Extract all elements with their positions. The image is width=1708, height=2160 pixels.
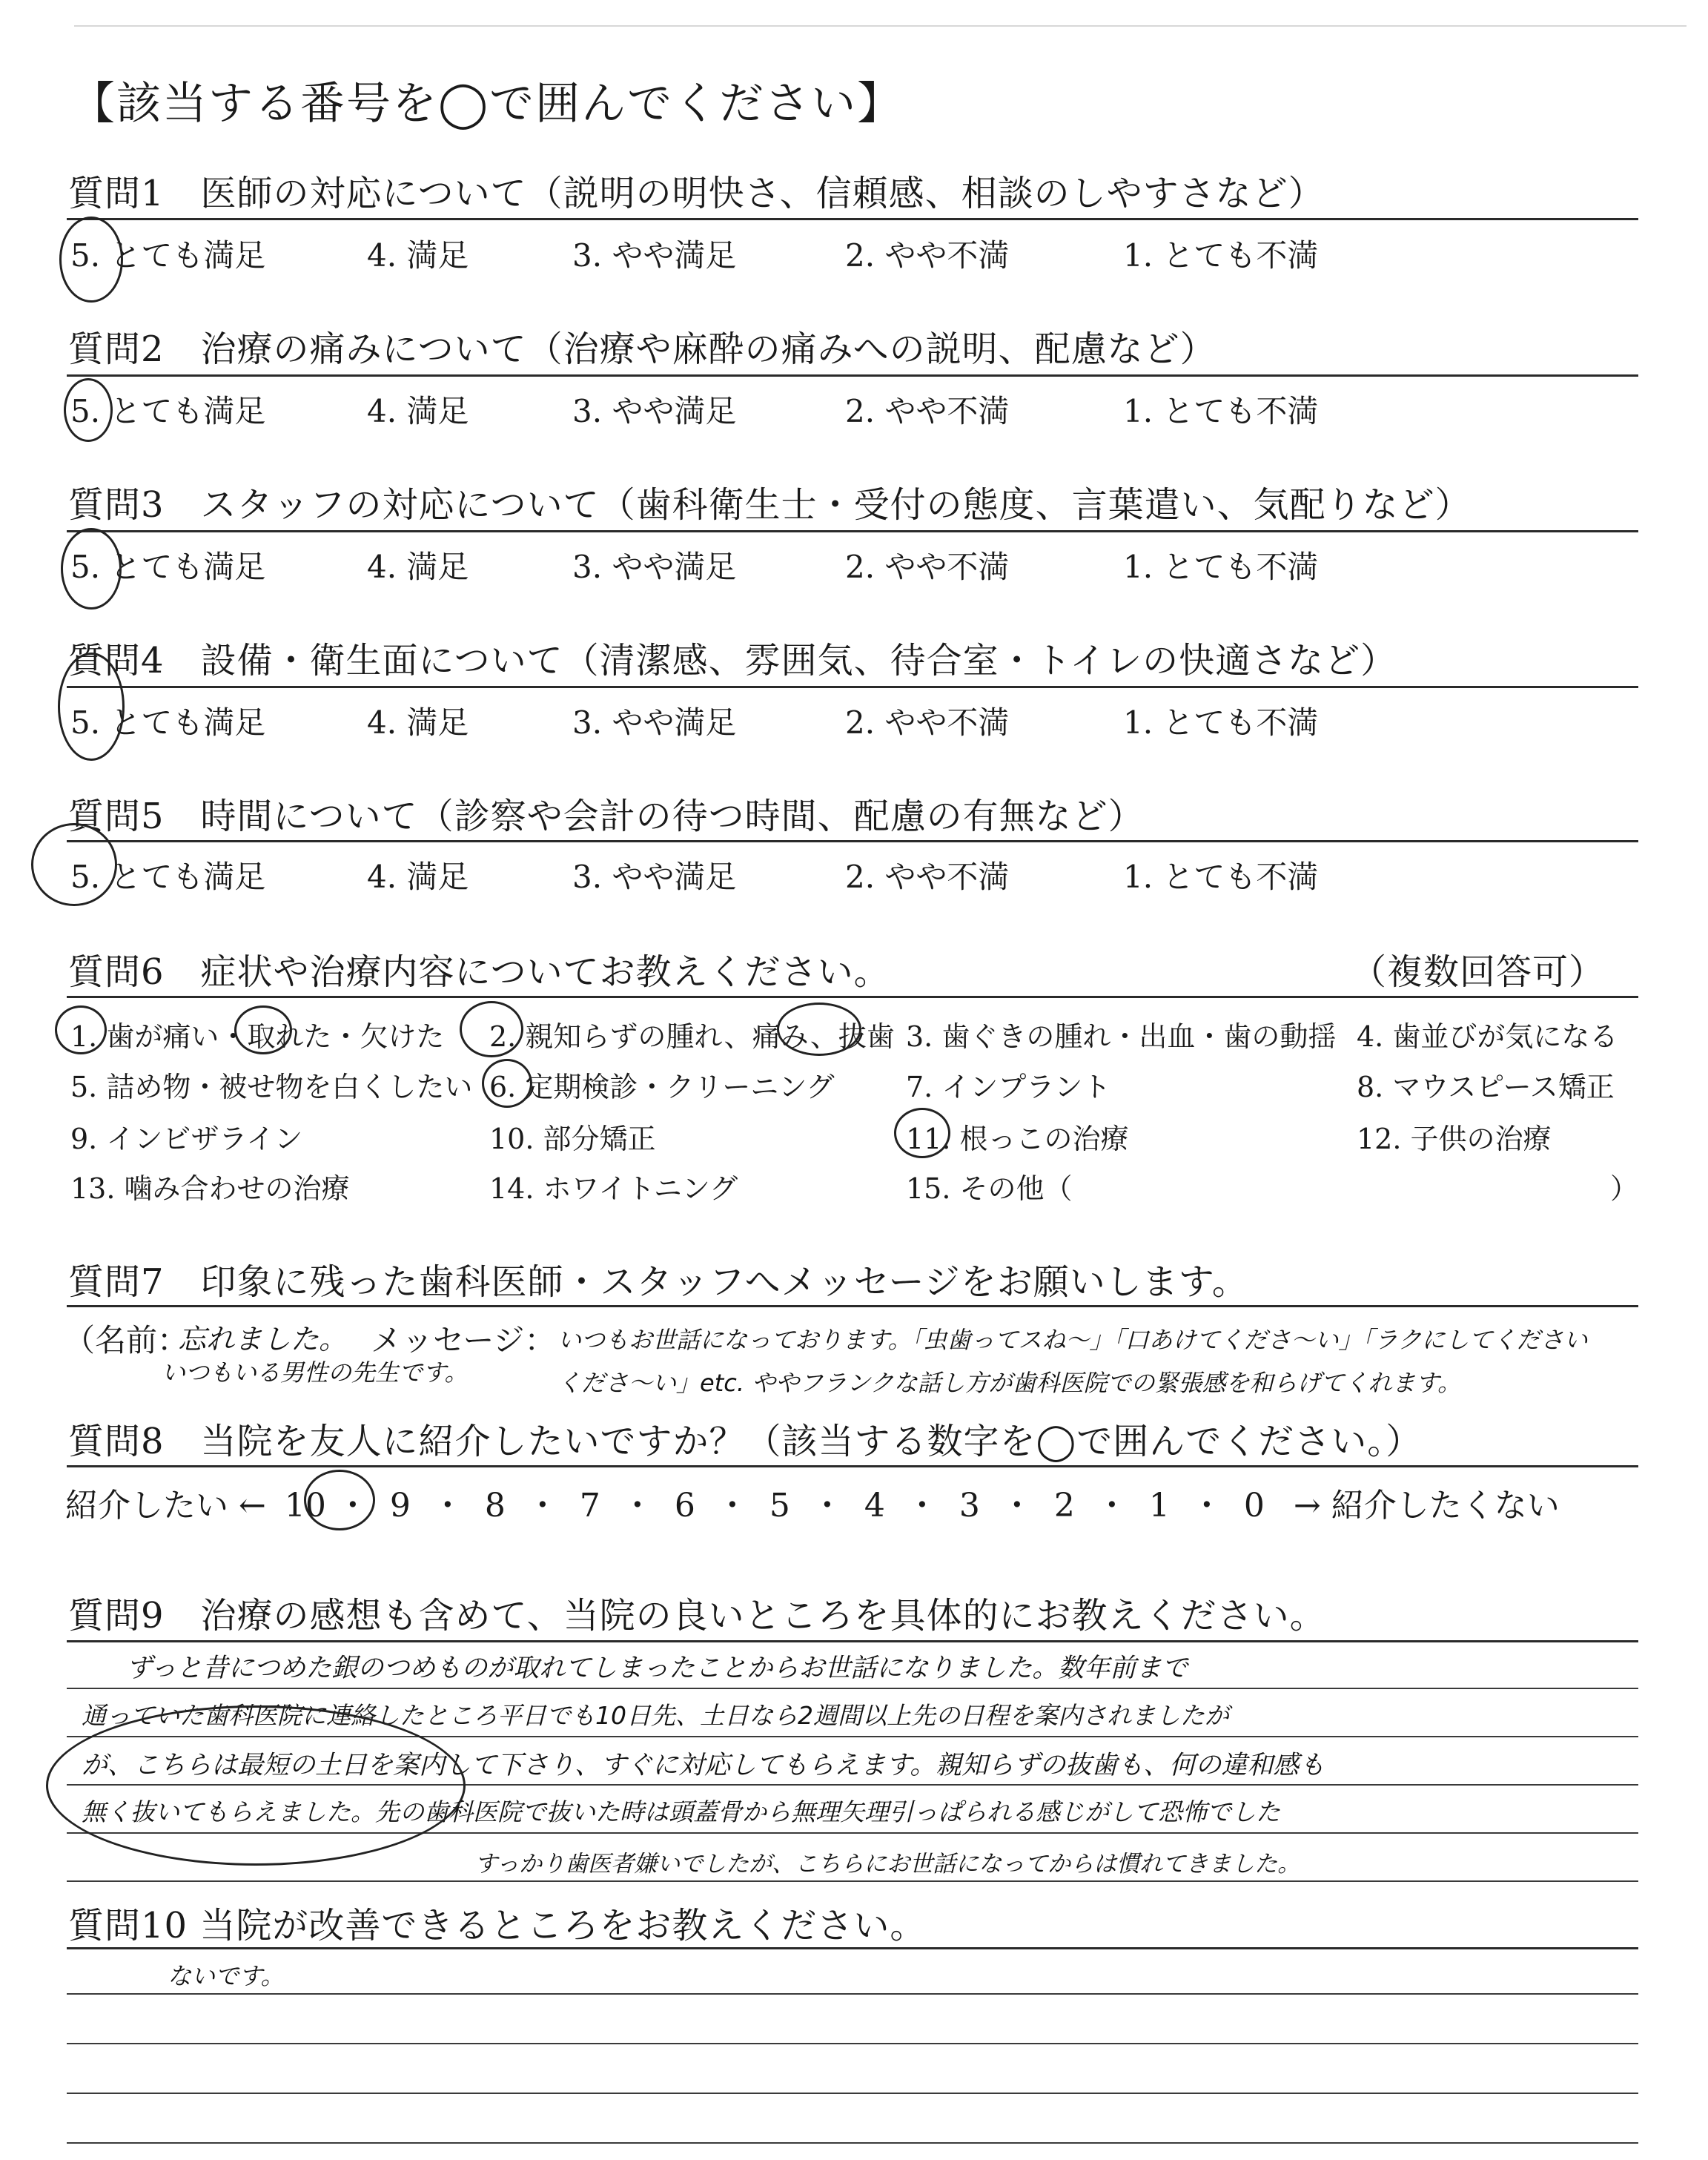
q3-option-5[interactable]: 5. とても満足 [70, 549, 266, 585]
q8-scale-5[interactable]: 5 [769, 1487, 790, 1525]
q8-right-label: → 紹介したくない [1293, 1487, 1560, 1525]
q9-highlight-circle [46, 1705, 466, 1866]
q8-scale-separator: ・ [336, 1487, 369, 1525]
q8-left-label: 紹介したい ← [65, 1487, 266, 1525]
question-6-note: （複数回答可） [1351, 951, 1606, 993]
question-1-rule [67, 218, 1638, 220]
q8-scale-8[interactable]: 8 [484, 1487, 506, 1525]
question-7-title: 質問7 印象に残った歯科医師・スタッフへメッセージをお願いします。 [68, 1261, 1248, 1303]
q4-answer-circle [58, 653, 125, 761]
q4-option-5[interactable]: 5. とても満足 [70, 704, 266, 741]
q10-line-1 [67, 1993, 1638, 1995]
question-5-rule [67, 840, 1638, 842]
symptom-item-15-close: ） [1610, 1172, 1639, 1205]
symptom-2-circle [460, 1001, 523, 1057]
symptom-item-9[interactable]: 9. インビザライン [70, 1123, 303, 1155]
q8-scale-2[interactable]: 2 [1053, 1487, 1075, 1525]
q8-answer-circle [304, 1470, 375, 1530]
q7-name-line1: 忘れました。 [178, 1323, 348, 1355]
symptom-item-2[interactable]: 2. 親知らずの腫れ、痛み、抜歯 [489, 1020, 895, 1053]
q8-scale-separator: ・ [715, 1487, 749, 1525]
q8-scale-separator: ・ [905, 1487, 939, 1525]
q8-scale-separator: ・ [431, 1487, 464, 1525]
q8-scale-0[interactable]: 0 [1243, 1487, 1265, 1525]
q1-option-4[interactable]: 4. 満足 [367, 237, 469, 274]
symptom-item-15[interactable]: 15. その他（ [906, 1172, 1073, 1205]
q2-option-4[interactable]: 4. 満足 [367, 393, 469, 429]
q1-option-3[interactable]: 3. やや満足 [572, 237, 737, 274]
question-2-title: 質問2 治療の痛みについて（治療や麻酔の痛みへの説明、配慮など） [68, 328, 1217, 370]
q3-option-3[interactable]: 3. やや満足 [572, 549, 737, 585]
q10-answer: ないです。 [168, 1962, 285, 1990]
top-border [74, 25, 1687, 27]
q8-scale-separator: ・ [810, 1487, 844, 1525]
q4-option-3[interactable]: 3. やや満足 [572, 704, 737, 741]
symptom-item-5[interactable]: 5. 詰め物・被せ物を白くしたい [70, 1071, 473, 1103]
question-3-rule [67, 530, 1638, 532]
q8-scale-separator: ・ [1095, 1487, 1128, 1525]
q7-message-line2: くださ〜い」etc. ややフランクな話し方が歯科医院での緊張感を和らげてくれます。 [557, 1369, 1461, 1397]
q2-option-2[interactable]: 2. やや不満 [845, 393, 1010, 429]
q10-line-2 [67, 2043, 1638, 2044]
q9-answer-line-1: ずっと昔につめた銀のつめものが取れてしまったことからお世話になりました。数年前まで [126, 1654, 1188, 1683]
question-10-rule [67, 1947, 1638, 1949]
q8-scale-separator: ・ [1190, 1487, 1223, 1525]
q5-option-1[interactable]: 1. とても不満 [1123, 859, 1319, 895]
q3-option-2[interactable]: 2. やや不満 [845, 549, 1010, 585]
symptom-11-circle [894, 1108, 950, 1158]
q5-option-5[interactable]: 5. とても満足 [70, 859, 266, 895]
q1-option-1[interactable]: 1. とても不満 [1123, 237, 1319, 274]
q5-answer-circle [31, 823, 117, 906]
q5-option-2[interactable]: 2. やや不満 [845, 859, 1010, 895]
question-6-title: 質問6 症状や治療内容についてお教えください。 [68, 951, 890, 993]
symptom-6-circle [482, 1059, 532, 1108]
q1-answer-circle [59, 217, 123, 303]
q9-answer-line-4: 無く抜いてもらえました。先の歯科医院で抜いた時は頭蓋骨から無理矢理引っぱられる感じがして恐怖でした [82, 1797, 1280, 1826]
q9-line-1 [67, 1688, 1638, 1689]
symptom-item-1[interactable]: 1. 歯が痛い・取れた・欠けた [70, 1020, 445, 1053]
question-7-rule [67, 1305, 1638, 1307]
symptom-item-3[interactable]: 3. 歯ぐきの腫れ・出血・歯の動揺 [906, 1020, 1337, 1053]
q8-scale-10[interactable]: 10 [284, 1487, 326, 1525]
question-6-rule [67, 996, 1638, 998]
q9-line-5 [67, 1880, 1638, 1882]
q9-answer-line-3: が、こちらは最短の土日を案内して下さり、すぐに対応してもらえます。親知らずの抜歯も、何の違和感も [82, 1751, 1325, 1780]
q2-option-1[interactable]: 1. とても不満 [1123, 393, 1319, 429]
q8-scale-row [65, 1479, 1560, 1526]
symptom-item-10[interactable]: 10. 部分矯正 [489, 1123, 656, 1155]
symptom-item-14[interactable]: 14. ホワイトニング [489, 1172, 738, 1205]
question-8-rule [67, 1465, 1638, 1467]
question-10-title: 質問10 当院が改善できるところをお教えください。 [68, 1905, 927, 1946]
q8-scale-6[interactable]: 6 [674, 1487, 695, 1525]
q4-option-2[interactable]: 2. やや不満 [845, 704, 1010, 741]
q8-scale-values [277, 1487, 1283, 1525]
q1-option-5[interactable]: 5. とても満足 [70, 237, 266, 274]
q2-option-3[interactable]: 3. やや満足 [572, 393, 737, 429]
q8-scale-7[interactable]: 7 [579, 1487, 600, 1525]
symptom-item-12[interactable]: 12. 子供の治療 [1357, 1123, 1552, 1155]
q9-answer-line-2: 通っていた歯科医院に連絡したところ平日でも10日先、土日なら2週間以上先の日程を案内されましたが [82, 1701, 1229, 1730]
symptom-item-4[interactable]: 4. 歯並びが気になる [1357, 1020, 1618, 1053]
symptom-item-8[interactable]: 8. マウスピース矯正 [1357, 1071, 1615, 1103]
q3-option-4[interactable]: 4. 満足 [367, 549, 469, 585]
q8-scale-9[interactable]: 9 [389, 1487, 411, 1525]
question-9-rule [67, 1640, 1638, 1642]
question-2-rule [67, 374, 1638, 377]
q9-answer-line-5: すっかり歯医者嫌いでしたが、こちらにお世話になってからは慣れてきました。 [474, 1851, 1301, 1877]
question-3-title: 質問3 スタッフの対応について（歯科衛生士・受付の態度、言葉遣い、気配りなど） [68, 484, 1472, 526]
question-9-title: 質問9 治療の感想も含めて、当院の良いところを具体的にお教えください。 [68, 1595, 1326, 1636]
q2-option-5[interactable]: 5. とても満足 [70, 393, 266, 429]
q1-option-2[interactable]: 2. やや不満 [845, 237, 1010, 274]
q8-scale-4[interactable]: 4 [864, 1487, 885, 1525]
symptom-1-sub-circle [234, 1005, 292, 1054]
q7-name-line2: いつもいる男性の先生です。 [162, 1358, 469, 1387]
symptom-item-6[interactable]: 6. 定期検診・クリーニング [489, 1071, 835, 1103]
symptom-item-13[interactable]: 13. 噛み合わせの治療 [70, 1172, 350, 1205]
symptom-item-11[interactable]: 11. 根っこの治療 [906, 1123, 1129, 1155]
q7-name-label: （名前： [64, 1322, 189, 1358]
symptom-1-circle [55, 1005, 107, 1054]
q8-scale-1[interactable]: 1 [1148, 1487, 1170, 1525]
q5-option-3[interactable]: 3. やや満足 [572, 859, 737, 895]
q8-scale-separator: ・ [1000, 1487, 1033, 1525]
q4-option-1[interactable]: 1. とても不満 [1123, 704, 1319, 741]
q7-message-line1: いつもお世話になっております。「虫歯ってスね〜」「口あけてくださ〜い」「ラクにしてください [557, 1326, 1588, 1354]
question-1-title: 質問1 医師の対応について（説明の明快さ、信頼感、相談のしやすさなど） [68, 173, 1325, 214]
symptom-2-sub-circle [777, 1003, 861, 1056]
question-4-rule [67, 686, 1638, 688]
instruction-heading: 【該当する番号を◯で囲んでください】 [70, 78, 904, 130]
q3-answer-circle [61, 528, 122, 610]
question-8-title: 質問8 当院を友人に紹介したいですか？（該当する数字を◯で囲んでください。） [68, 1421, 1423, 1462]
q8-scale-separator: ・ [620, 1487, 654, 1525]
question-5-title: 質問5 時間について（診察や会計の待つ時間、配慮の有無など） [68, 796, 1145, 837]
q10-line-3 [67, 2093, 1638, 2094]
q2-answer-circle [64, 378, 113, 442]
q3-option-1[interactable]: 1. とても不満 [1123, 549, 1319, 585]
symptom-item-7[interactable]: 7. インプラント [906, 1071, 1111, 1103]
q8-scale-separator: ・ [526, 1487, 559, 1525]
q10-line-4 [67, 2142, 1638, 2144]
q4-option-4[interactable]: 4. 満足 [367, 704, 469, 741]
q5-option-4[interactable]: 4. 満足 [367, 859, 469, 895]
q7-message-label: メッセージ： [371, 1322, 556, 1358]
question-4-title: 質問4 設備・衛生面について（清潔感、雰囲気、待合室・トイレの快適さなど） [68, 640, 1397, 681]
q8-scale-3[interactable]: 3 [959, 1487, 980, 1525]
